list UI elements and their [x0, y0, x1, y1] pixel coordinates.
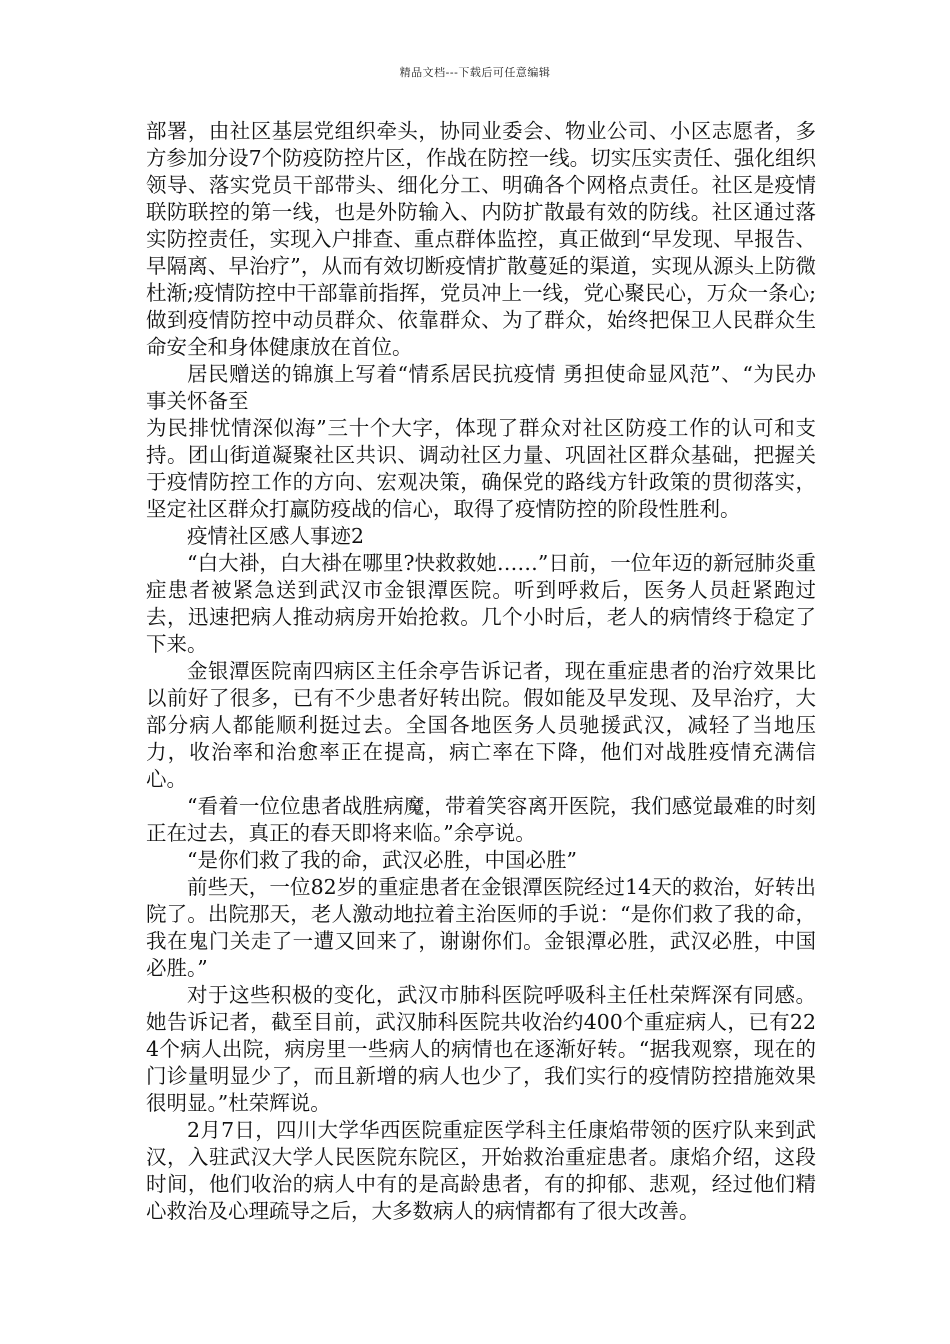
paragraph-8: 前些天，一位82岁的重症患者在金银潭医院经过14天的救治，好转出院了。出院那天，老人激动地拉着主治医师的手说：“是你们救了我的命，我在鬼门关走了一遭又回来了，谢谢你们。金银潭必胜，武汉必胜，中国必胜。”	[146, 875, 816, 980]
paragraph-5: 金银潭医院南四病区主任余亭告诉记者，现在重症患者的治疗效果比以前好了很多，已有不少患者好转出院。假如能及早发现、及早治疗，大部分病人都能顺利挺过去。全国各地医务人员驰援武汉，减轻了当地压力，收治率和治愈率正在提高，病亡率在下降，他们对战胜疫情充满信心。	[146, 659, 816, 791]
paragraph-6: “看着一位位患者战胜病魔，带着笑容离开医院，我们感觉最难的时刻正在过去，真正的春天即将来临。”余亭说。	[146, 794, 816, 845]
paragraph-3: 为民排忧情深似海”三十个大字，体现了群众对社区防疫工作的认可和支持。团山街道凝聚社区共识、调动社区力量、巩固社区群众基础，把握关于疫情防控工作的方向、宏观决策，确保党的路线方针政策的贯彻落实，坚定社区群众打赢防疫战的信心，取得了疫情防控的阶段性胜利。	[146, 416, 816, 521]
page-header: 精品文档---下载后可任意编辑	[399, 66, 551, 79]
paragraph-2: 居民赠送的锦旗上写着“情系居民抗疫情 勇担使命显风范”、“为民办事关怀备至	[146, 362, 816, 413]
document-body	[146, 118, 816, 1225]
paragraph-7: “是你们救了我的命，武汉必胜，中国必胜”	[187, 848, 577, 872]
paragraph-9: 对于这些积极的变化，武汉市肺科医院呼吸科主任杜荣辉深有同感。她告诉记者，截至目前，武汉肺科医院共收治约400个重症病人，已有224个病人出院，病房里一些病人的病情也在逐渐好转。“据我观察，现在的门诊量明显少了，而且新增的病人也少了，我们实行的疫情防控措施效果很明显。”杜荣辉说。	[146, 983, 816, 1115]
paragraph-1: 部署，由社区基层党组织牵头，协同业委会、物业公司、小区志愿者，多方参加分设7个防疫防控片区，作战在防控一线。切实压实责任、强化组织领导、落实党员干部带头、细化分工、明确各个网格点责任。社区是疫情联防联控的第一线，也是外防输入、内防扩散最有效的防线。社区通过落实防控责任，实现入户排查、重点群体监控，真正做到“早发现、早报告、早隔离、早治疗”，从而有效切断疫情扩散蔓延的渠道，实现从源头上防微杜渐;疫情防控中干部靠前指挥，党员冲上一线，党心聚民心，万众一条心;做到疫情防控中动员群众、依靠群众、为了群众，始终把保卫人民群众生命安全和身体健康放在首位。	[146, 119, 816, 359]
section-heading: 疫情社区感人事迹2	[187, 524, 365, 548]
paragraph-4: “白大褂，白大褂在哪里?快救救她……”日前，一位年迈的新冠肺炎重症患者被紧急送到武汉市金银潭医院。听到呼救后，医务人员赶紧跑过去，迅速把病人推动病房开始抢救。几个小时后，老人的病情终于稳定了下来。	[146, 551, 816, 656]
paragraph-10: 2月7日，四川大学华西医院重症医学科主任康焰带领的医疗队来到武汉，入驻武汉大学人民医院东院区，开始救治重症患者。康焰介绍，这段时间，他们收治的病人中有的是高龄患者，有的抑郁、悲观，经过他们精心救治及心理疏导之后，大多数病人的病情都有了很大改善。	[146, 1118, 816, 1223]
